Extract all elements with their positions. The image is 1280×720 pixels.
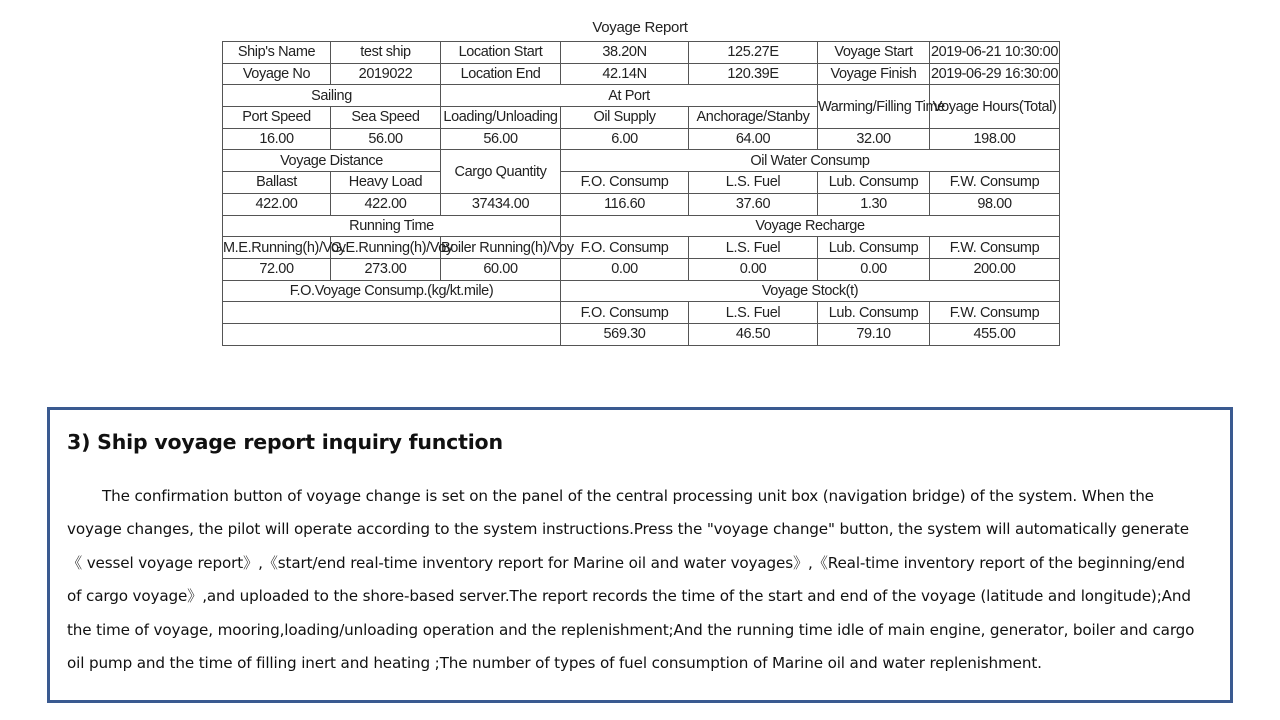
table-cell: Anchorage/Stanby: [689, 107, 818, 129]
table-cell: Lub. Consump: [818, 237, 930, 259]
table-row: [223, 193, 1060, 215]
running-time-header: Running Time: [223, 215, 561, 237]
table-cell: 2019022: [331, 63, 441, 85]
table-row: [223, 150, 1060, 172]
table-cell: 37434.00: [441, 193, 561, 215]
panel-body: [67, 480, 1227, 680]
table-row: [223, 42, 1060, 64]
table-cell: Heavy Load: [331, 172, 441, 194]
table-cell: Ship's Name: [223, 42, 331, 64]
table-cell: L.S. Fuel: [689, 172, 818, 194]
table-cell: Voyage Finish: [818, 63, 930, 85]
table-cell: 422.00: [223, 193, 331, 215]
table-cell: Voyage Start: [818, 42, 930, 64]
table-cell: F.W. Consump: [930, 172, 1060, 194]
at-port-header: At Port: [441, 85, 818, 107]
table-cell: 6.00: [561, 128, 689, 150]
table-cell: F.W. Consump: [930, 237, 1060, 259]
table-row: [223, 85, 1060, 107]
table-cell: 46.50: [689, 323, 818, 345]
voyage-recharge-header: Voyage Recharge: [561, 215, 1060, 237]
paragraph-line: the time of voyage, mooring,loading/unloading operation and the replenishment;And the running time idle of main engine, generator, boiler and cargo: [67, 620, 1195, 639]
table-cell: L.S. Fuel: [689, 237, 818, 259]
voyage-hours-header: Voyage Hours(Total): [930, 85, 1060, 128]
table-row: [223, 280, 1060, 302]
table-cell: 38.20N: [561, 42, 689, 64]
table-cell: Voyage No: [223, 63, 331, 85]
table-cell: L.S. Fuel: [689, 302, 818, 324]
oil-water-consump-header: Oil Water Consump: [561, 150, 1060, 172]
table-cell: Loading/Unloading: [441, 107, 561, 129]
table-row: [223, 63, 1060, 85]
sailing-header: Sailing: [223, 85, 441, 107]
table-cell: G.E.Running(h)/Voy: [331, 237, 441, 259]
paragraph-line: The confirmation button of voyage change is set on the panel of the central processing unit box (navigation bridge) of the system. When the: [102, 487, 1154, 505]
description-panel: [47, 407, 1233, 703]
table-row: [223, 215, 1060, 237]
warming-filling-header: Warming/Filling Time: [818, 85, 930, 128]
table-cell: 1.30: [818, 193, 930, 215]
table-cell: Boiler Running(h)/Voy: [441, 237, 561, 259]
table-cell: [223, 302, 561, 324]
voyage-stock-header: Voyage Stock(t): [561, 280, 1060, 302]
table-cell: 0.00: [561, 258, 689, 280]
table-cell: F.O. Consump: [561, 172, 689, 194]
table-cell: 56.00: [331, 128, 441, 150]
voyage-report-table: [222, 41, 1060, 346]
table-cell: 200.00: [930, 258, 1060, 280]
table-cell: 0.00: [689, 258, 818, 280]
table-row: [223, 323, 1060, 345]
paragraph-line: oil pump and the time of filling inert and heating ;The number of types of fuel consumption of Marine oil and water replenishment.: [67, 654, 1042, 673]
table-cell: F.O. Consump: [561, 302, 689, 324]
table-cell: 120.39E: [689, 63, 818, 85]
table-cell: F.O. Consump: [561, 237, 689, 259]
table-cell: 2019-06-29 16:30:00: [930, 63, 1060, 85]
panel-heading: 3) Ship voyage report inquiry function: [67, 430, 503, 454]
cargo-quantity-header: Cargo Quantity: [441, 150, 561, 193]
table-cell: 2019-06-21 10:30:00: [930, 42, 1060, 64]
table-cell: test ship: [331, 42, 441, 64]
table-cell: 0.00: [818, 258, 930, 280]
table-cell: 569.30: [561, 323, 689, 345]
table-cell: Location End: [441, 63, 561, 85]
table-cell: 198.00: [930, 128, 1060, 150]
paragraph-line: 《 vessel voyage report》,《start/end real-time inventory report for Marine oil and water voyages》,《Real-time inventory report of the beginning/end: [67, 553, 1185, 572]
paragraph-line: of cargo voyage》,and uploaded to the shore-based server.The report records the time of the start and end of the voyage (latitude and longitude);And: [67, 587, 1191, 606]
table-cell: 16.00: [223, 128, 331, 150]
table-cell: Oil Supply: [561, 107, 689, 129]
table-row: [223, 237, 1060, 259]
voyage-distance-header: Voyage Distance: [223, 150, 441, 172]
fo-voyage-consump-header: F.O.Voyage Consump.(kg/kt.mile): [223, 280, 561, 302]
table-cell: 455.00: [930, 323, 1060, 345]
table-cell: M.E.Running(h)/Voy: [223, 237, 331, 259]
table-row: [223, 172, 1060, 194]
table-cell: 422.00: [331, 193, 441, 215]
table-cell: 42.14N: [561, 63, 689, 85]
table-cell: Port Speed: [223, 107, 331, 129]
table-cell: 56.00: [441, 128, 561, 150]
table-cell: 60.00: [441, 258, 561, 280]
report-title: Voyage Report: [592, 19, 688, 36]
table-row: [223, 302, 1060, 324]
table-cell: 79.10: [818, 323, 930, 345]
table-cell: 125.27E: [689, 42, 818, 64]
table-cell: 98.00: [930, 193, 1060, 215]
table-cell: F.W. Consump: [930, 302, 1060, 324]
table-cell: Lub. Consump: [818, 302, 930, 324]
table-cell: 116.60: [561, 193, 689, 215]
table-row: [223, 128, 1060, 150]
table-cell: 72.00: [223, 258, 331, 280]
table-cell: Sea Speed: [331, 107, 441, 129]
table-cell: 32.00: [818, 128, 930, 150]
table-row: [223, 258, 1060, 280]
table-cell: Location Start: [441, 42, 561, 64]
table-cell: 64.00: [689, 128, 818, 150]
paragraph-line: voyage changes, the pilot will operate according to the system instructions.Press the "voyage change" button, the system will automatically generate: [67, 520, 1189, 539]
table-cell: [223, 323, 561, 345]
table-cell: 37.60: [689, 193, 818, 215]
table-cell: Ballast: [223, 172, 331, 194]
table-cell: Lub. Consump: [818, 172, 930, 194]
table-cell: 273.00: [331, 258, 441, 280]
